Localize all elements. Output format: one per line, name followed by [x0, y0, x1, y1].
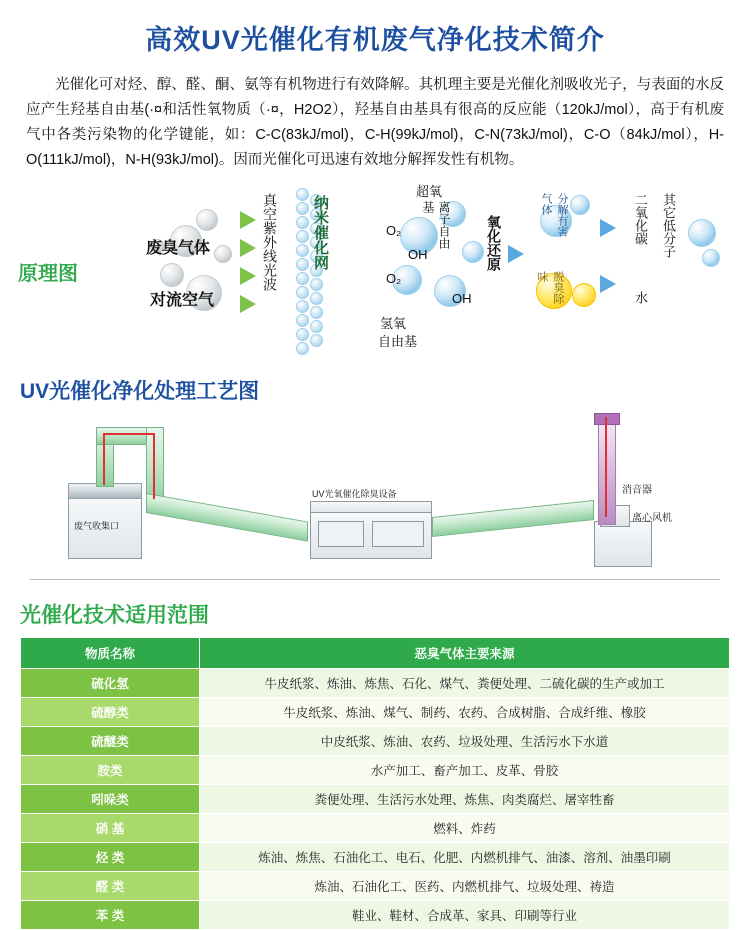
cell-source: 中皮纸浆、炼油、农药、垃圾处理、生活污水下水道: [200, 727, 730, 756]
table-row: [21, 756, 730, 785]
stack: [598, 419, 616, 525]
table-row: [21, 785, 730, 814]
th-name: 物质名称: [21, 638, 200, 669]
cell-name: 硫醇类: [21, 698, 200, 727]
flow-arrow-icon: [508, 245, 524, 263]
bubble-decor: [196, 209, 218, 231]
silencer-label: 消音器: [622, 485, 652, 496]
bubble-decor: [214, 245, 232, 263]
flow-arrow-icon: [240, 295, 256, 313]
cell-source: 牛皮纸浆、炼油、煤气、制药、农药、合成树脂、合成纤维、橡胶: [200, 698, 730, 727]
stack-cap: [594, 413, 620, 425]
nano-net-label: 纳米催化网: [312, 195, 329, 270]
ion-free-label: 离子自由基: [421, 201, 451, 249]
table-row: [21, 872, 730, 901]
main-duct: [146, 493, 308, 542]
super-oxygen-label: 超氧: [416, 184, 443, 199]
fan-body: [594, 521, 652, 567]
table-header-row: [21, 638, 730, 669]
page-title: 高效UV光催化有机废气净化技术简介: [145, 25, 605, 55]
bubble-decor: [160, 263, 184, 287]
inlet-bottom-label: 对流空气: [150, 292, 215, 309]
flow-line: [103, 435, 105, 485]
cell-source: 炼油、石油化工、医药、内燃机排气、垃圾处理、祷造: [200, 872, 730, 901]
o2-label: O₂: [386, 223, 402, 238]
collector-label: 废气收集口: [74, 521, 120, 531]
hydroxyl-label: 氢氧: [380, 316, 407, 331]
table-section-title: 光催化技术适用范围: [20, 604, 209, 627]
ground-line: [30, 579, 720, 580]
equipment-panel: [318, 521, 364, 547]
cell-name: 硝 基: [21, 814, 200, 843]
bubble-decor: [570, 195, 590, 215]
oh-label: OH: [408, 247, 428, 262]
water-label: 水: [633, 291, 648, 304]
flow-line: [153, 433, 155, 499]
flow-arrow-icon: [240, 267, 256, 285]
equipment-panel: [372, 521, 424, 547]
cell-source: 鞋业、鞋材、合成革、家具、印刷等行业: [200, 901, 730, 930]
process-section-title: UV光催化净化处理工艺图: [20, 380, 260, 403]
cell-name: 吲哚类: [21, 785, 200, 814]
cell-source: 粪便处理、生活污水处理、炼焦、肉类腐烂、屠宰牲畜: [200, 785, 730, 814]
o2-label: O₂: [386, 271, 402, 286]
flow-arrow-icon: [600, 275, 616, 293]
bubble-decor: [702, 249, 720, 267]
other-label: 其它低分子: [661, 193, 676, 258]
table-row: [21, 698, 730, 727]
equipment-label: UV光氧催化除臭设备: [312, 489, 397, 499]
principle-label: 原理图: [18, 263, 78, 285]
cell-name: 硫醚类: [21, 727, 200, 756]
table-row: [21, 843, 730, 872]
bubble-decor: [462, 241, 484, 263]
flow-line: [103, 433, 155, 435]
oh-label: OH: [452, 291, 472, 306]
th-source: 恶臭气体主要来源: [200, 638, 730, 669]
flow-arrow-icon: [240, 239, 256, 257]
table-row: [21, 814, 730, 843]
deodor-label: 脱臭除味: [536, 271, 564, 304]
table-row: [21, 901, 730, 930]
bubble-decor: [572, 283, 596, 307]
flow-arrow-icon: [600, 219, 616, 237]
scope-table: [20, 637, 730, 930]
cell-name: 苯 类: [21, 901, 200, 930]
cell-source: 燃料、炸药: [200, 814, 730, 843]
table-row: [21, 727, 730, 756]
cell-name: 胺类: [21, 756, 200, 785]
table-row: [21, 669, 730, 698]
cell-source: 炼油、炼焦、石油化工、电石、化肥、内燃机排气、油漆、溶剂、油墨印刷: [200, 843, 730, 872]
bubble-decor: [688, 219, 716, 247]
scope-table-wrap: [20, 637, 730, 930]
cell-name: 醛 类: [21, 872, 200, 901]
oxid-reduce-label: 氧化还原: [486, 215, 502, 271]
inlet-top-label: 废臭气体: [146, 240, 211, 257]
flow-line: [605, 417, 607, 517]
co2-label: 二氧化碳: [633, 193, 648, 245]
uv-equipment-top: [310, 501, 432, 513]
cell-source: 牛皮纸浆、炼油、炼焦、石化、煤气、粪便处理、二硫化碳的生产或加工: [200, 669, 730, 698]
process-diagram: [0, 409, 750, 599]
document-page: [0, 18, 750, 923]
principle-diagram: [0, 179, 750, 369]
uv-column-label: 真空紫外线光波: [262, 193, 278, 291]
cell-name: 烃 类: [21, 843, 200, 872]
decompose-label: 分解有害气体: [540, 193, 568, 237]
cell-source: 水产加工、畜产加工、皮革、骨胶: [200, 756, 730, 785]
flow-arrow-icon: [240, 211, 256, 229]
outlet-duct: [432, 500, 594, 537]
intro-paragraph: 光催化可对烃、醇、醛、酮、氨等有机物进行有效降解。其机理主要是光催化剂吸收光子，与表面的水反应产生羟基自由基(·¤和活性氧物质（·¤，H2O2），羟基自由基具有很高的反应能（120kJ/mol），高于有机废气中各类污染物的化学键能，如：C-C(83kJ/mol)，C-H(99kJ/mol)，C-N(73kJ/mol)，C-O（84kJ/mol），H-O(111kJ/mol)，N-H(93kJ/mol)。因而光催化可迅速有效地分解挥发性有机物。: [26, 77, 724, 168]
hydroxyl-free-label: 自由基: [378, 334, 418, 349]
fan-label: 离心风机: [632, 513, 672, 524]
cell-name: 硫化氢: [21, 669, 200, 698]
